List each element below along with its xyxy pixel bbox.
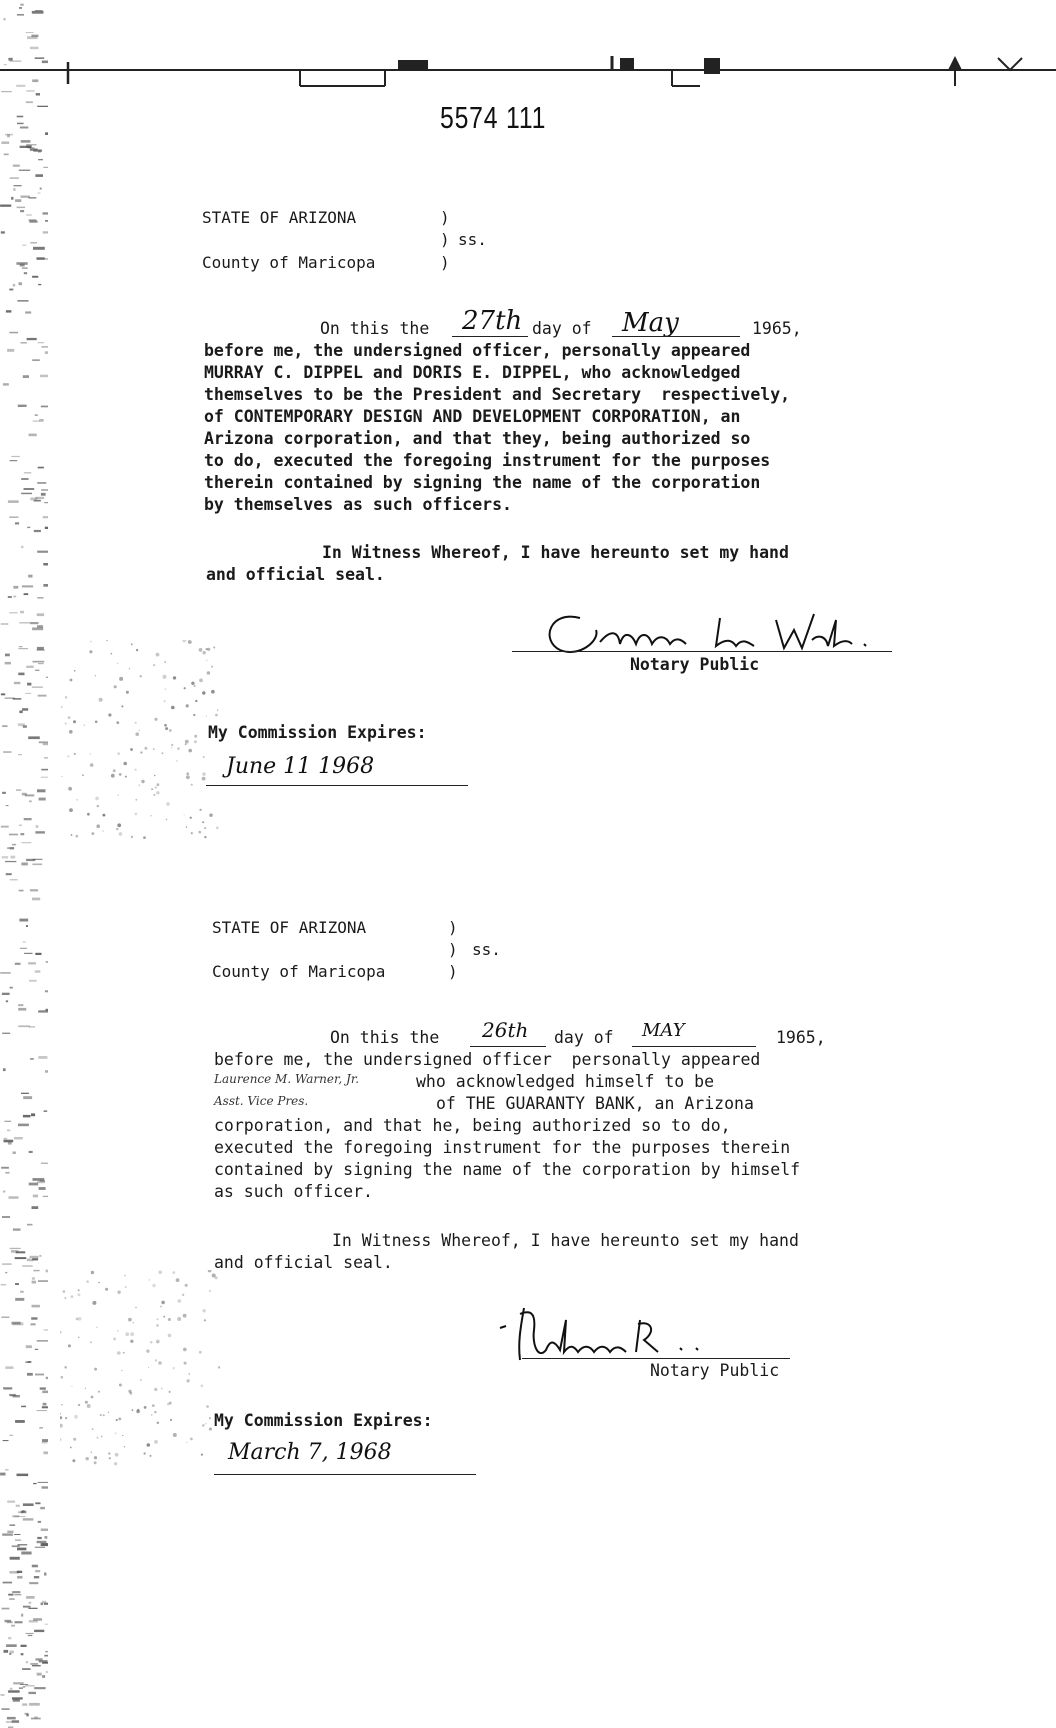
seal-impression-1 xyxy=(60,640,220,840)
county-line-1: County of Maricopa xyxy=(202,253,376,272)
notary-title-2: Notary Public xyxy=(650,1361,780,1380)
date-prefix-2: On this the xyxy=(330,1028,440,1047)
day-of-label-2: day of xyxy=(554,1028,614,1047)
ss-label-2: ss. xyxy=(472,940,501,959)
venue-bracket: ) xyxy=(448,918,458,937)
commission-date-line xyxy=(214,1474,476,1475)
body-line: Arizona corporation, and that they, being authorized so xyxy=(204,429,751,448)
ss-label-1: ss. xyxy=(458,230,487,249)
body-line: who acknowledged himself to be xyxy=(416,1072,715,1091)
body-line: contained by signing the name of the corporation by himself xyxy=(214,1160,801,1179)
witness-line: and official seal. xyxy=(214,1253,393,1272)
seal-impression-2 xyxy=(60,1270,220,1470)
blank-line xyxy=(470,1046,546,1047)
month-handwritten-1: May xyxy=(622,308,679,338)
body-line: before me, the undersigned officer personally appeared xyxy=(214,1050,761,1069)
signature-line xyxy=(512,651,892,652)
witness-line: In Witness Whereof, I have hereunto set my hand xyxy=(322,543,789,562)
venue-bracket: ) xyxy=(448,940,458,959)
blank-line xyxy=(632,1046,756,1047)
state-line-2: STATE OF ARIZONA xyxy=(212,918,367,937)
venue-bracket: ) xyxy=(440,208,450,227)
notary-signature-2 xyxy=(490,1300,750,1366)
venue-bracket: ) xyxy=(448,962,458,981)
venue-bracket: ) xyxy=(440,253,450,272)
body-line: corporation, and that he, being authorized so to do, xyxy=(214,1116,731,1135)
blank-line xyxy=(612,336,740,337)
year-1: 1965, xyxy=(752,319,802,338)
body-line: as such officer. xyxy=(214,1182,373,1201)
body-line: themselves to be the President and Secretary respectively, xyxy=(204,385,791,404)
day-handwritten-1: 27th xyxy=(462,306,523,336)
body-line: before me, the undersigned officer, personally appeared xyxy=(204,341,751,360)
commission-date-1: June 11 1968 xyxy=(226,754,375,779)
venue-bracket: ) xyxy=(440,230,450,249)
top-ruled-line xyxy=(0,56,1056,96)
day-handwritten-2: 26th xyxy=(482,1018,529,1042)
witness-line: and official seal. xyxy=(206,565,385,584)
day-of-label-1: day of xyxy=(532,319,592,338)
commission-date-2: March 7, 1968 xyxy=(228,1440,392,1465)
county-line-2: County of Maricopa xyxy=(212,962,386,981)
commission-date-line xyxy=(206,785,468,786)
commission-label-2: My Commission Expires: xyxy=(214,1411,433,1430)
signature-line xyxy=(522,1358,790,1359)
body-line: by themselves as such officers. xyxy=(204,495,512,514)
document-number: 5574 111 xyxy=(440,100,547,135)
notary-title-1: Notary Public xyxy=(630,655,760,674)
body-line: therein contained by signing the name of the corporation xyxy=(204,473,761,492)
body-line: to do, executed the foregoing instrument for the purposes xyxy=(204,451,771,470)
title-handwritten: Asst. Vice Pres. xyxy=(214,1094,309,1108)
body-line: MURRAY C. DIPPEL and DORIS E. DIPPEL, who acknowledged xyxy=(204,363,741,382)
blank-line xyxy=(452,336,528,337)
body-line: of THE GUARANTY BANK, an Arizona xyxy=(436,1094,754,1113)
witness-line: In Witness Whereof, I have hereunto set my hand xyxy=(332,1231,799,1250)
month-handwritten-2: MAY xyxy=(642,1020,685,1041)
name-handwritten: Laurence M. Warner, Jr. xyxy=(214,1072,360,1086)
edge-noise xyxy=(0,0,48,1728)
year-2: 1965, xyxy=(776,1028,826,1047)
state-line-1: STATE OF ARIZONA xyxy=(202,208,357,227)
body-line: executed the foregoing instrument for the purposes therein xyxy=(214,1138,791,1157)
body-line: of CONTEMPORARY DESIGN AND DEVELOPMENT CORPORATION, an xyxy=(204,407,741,426)
date-prefix-1: On this the xyxy=(320,319,430,338)
commission-label-1: My Commission Expires: xyxy=(208,723,427,742)
